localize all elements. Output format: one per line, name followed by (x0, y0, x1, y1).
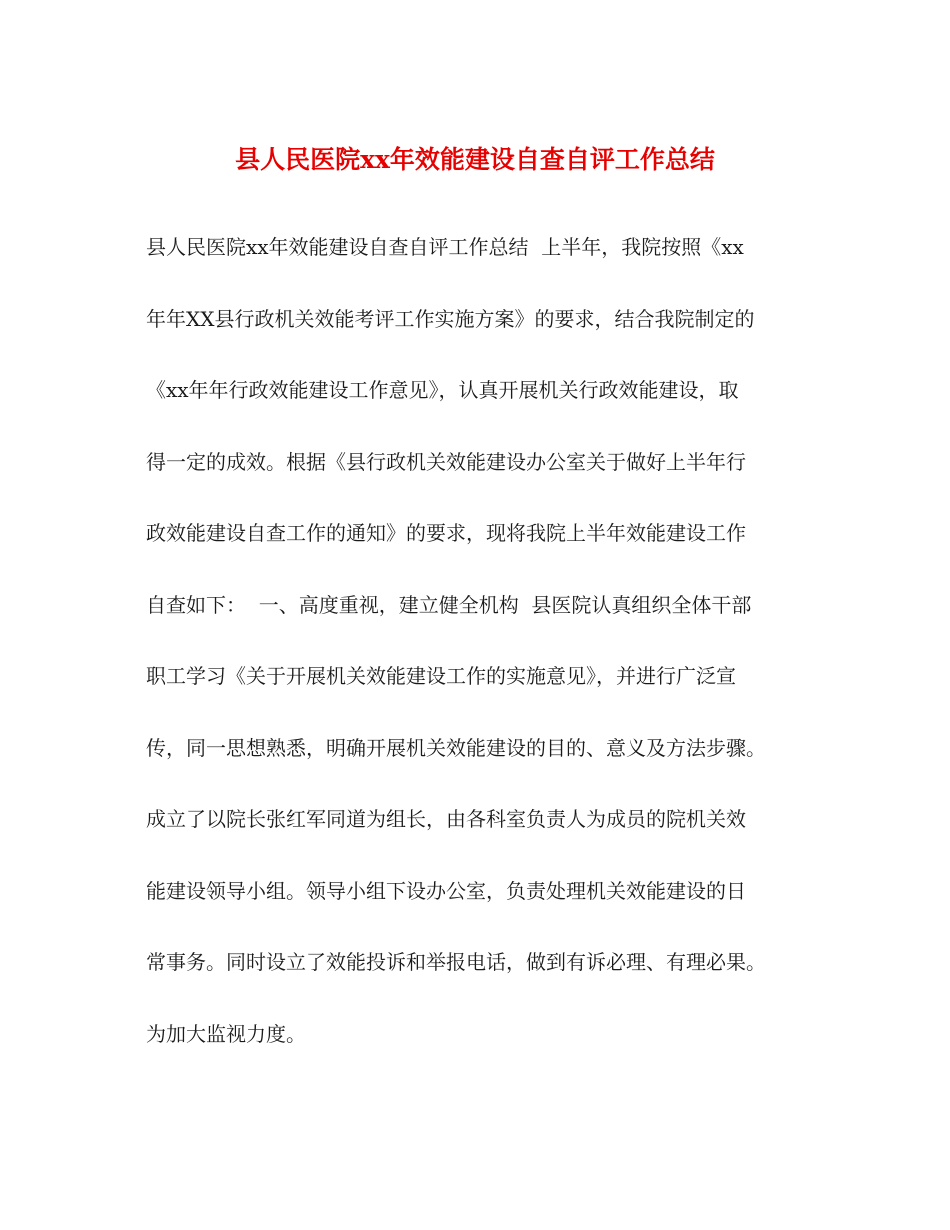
document-title: 县人民医院xx年效能建设自查自评工作总结 (235, 145, 715, 174)
body-line: 得一定的成效。根据《县行政机关效能建设办公室关于做好上半年行 (146, 449, 746, 474)
body-line: 年年XX县行政机关效能考评工作实施方案》的要求，结合我院制定的 (146, 306, 755, 331)
body-line: 传，同一思想熟悉，明确开展机关效能建设的目的、意义及方法步骤。 (146, 735, 766, 760)
body-line: 职工学习《关于开展机关效能建设工作的实施意见》，并进行广泛宣 (146, 664, 736, 688)
document-body (146, 229, 826, 1087)
body-line: 政效能建设自查工作的通知》的要求，现将我院上半年效能建设工作 (146, 521, 746, 545)
body-line: 能建设领导小组。领导小组下设办公室，负责处理机关效能建设的日 (146, 878, 746, 903)
body-line: 成立了以院长张红军同道为组长，由各科室负责人为成员的院机关效 (146, 807, 746, 831)
body-line: 《xx年年行政效能建设工作意见》，认真开展机关行政效能建设，取 (146, 378, 739, 402)
body-line: 县人民医院xx年效能建设自查自评工作总结 上半年，我院按照《xx (146, 235, 744, 259)
body-line: 为加大监视力度。 (146, 1021, 306, 1046)
body-line: 自查如下： 一、高度重视，建立健全机构 县医院认真组织全体干部 (146, 592, 752, 617)
body-line: 常事务。同时设立了效能投诉和举报电话，做到有诉必理、有理必果。 (146, 950, 766, 974)
